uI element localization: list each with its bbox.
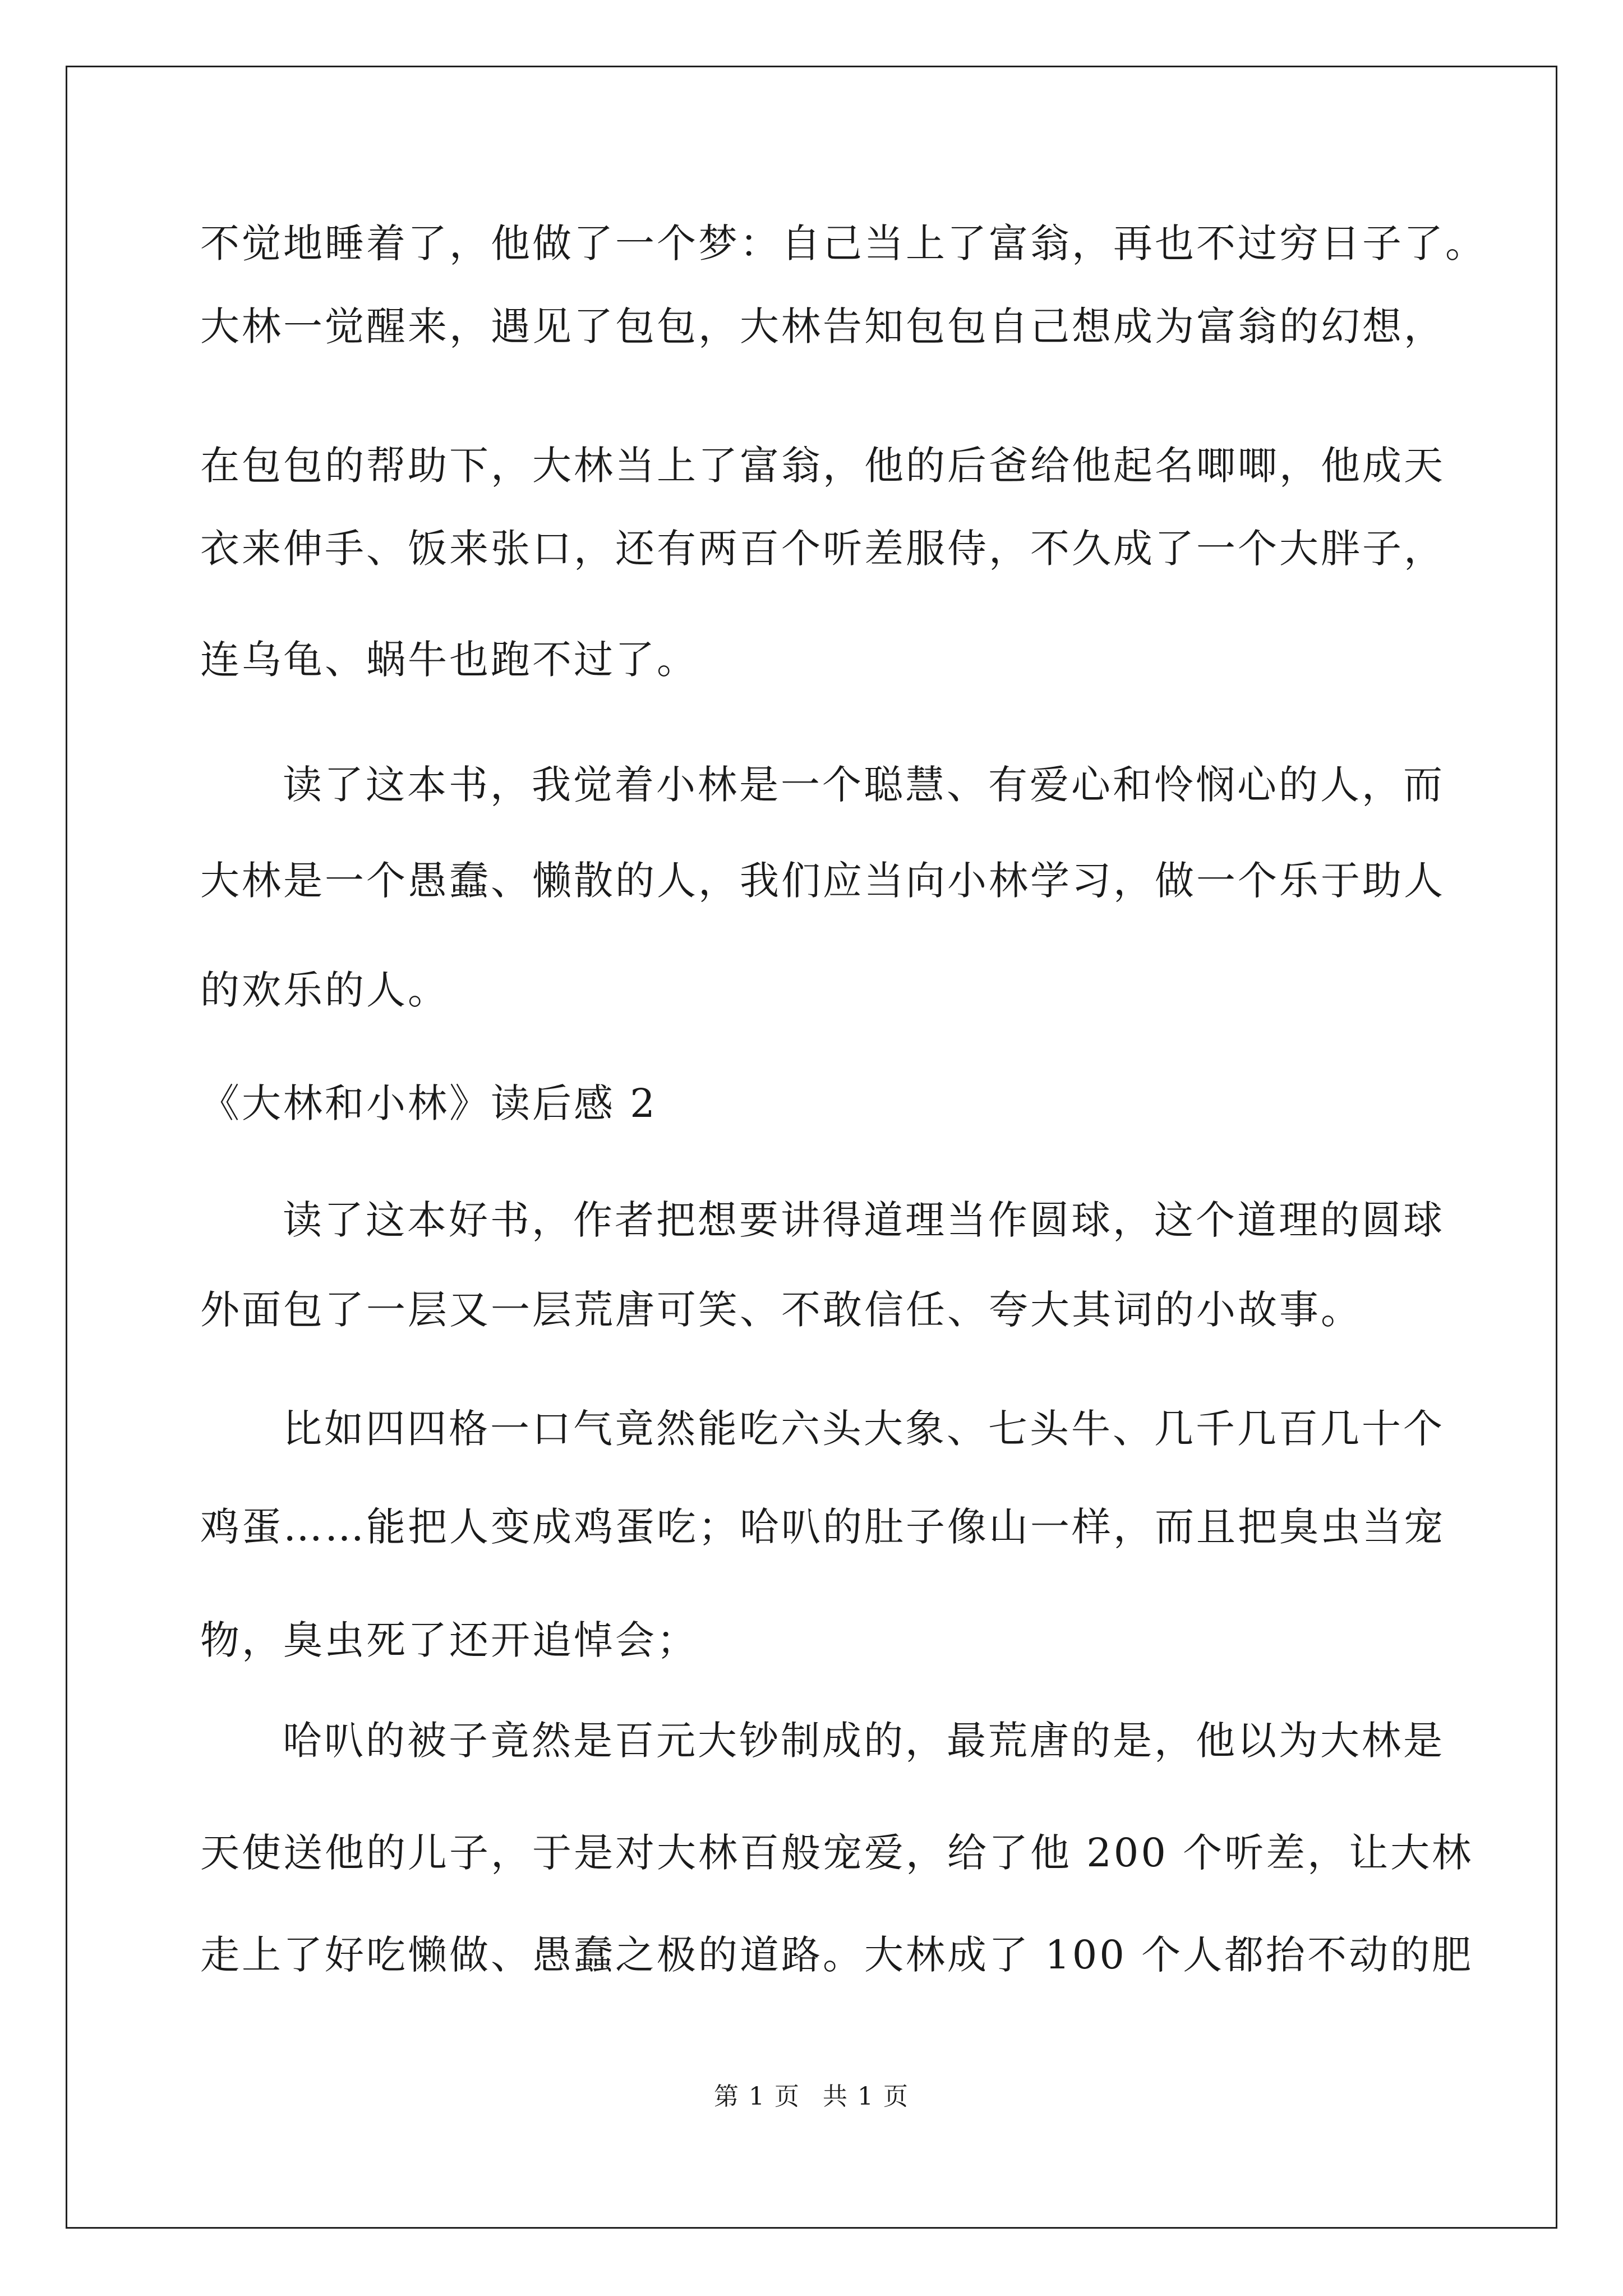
body-text-line: 外面包了一层又一层荒唐可笑、不敢信任、夸大其词的小故事。 <box>200 1287 1362 1333</box>
body-text-line: 物，臭虫死了还开追悼会； <box>200 1617 698 1663</box>
body-text-line: 连乌龟、蜗牛也跑不过了。 <box>200 637 698 683</box>
page-number-total: 共 1 页 <box>823 2082 909 2111</box>
body-text-line: 读了这本好书，作者把想要讲得道理当作圆球，这个道理的圆球 <box>283 1197 1445 1243</box>
body-text-line: 在包包的帮助下，大林当上了富翁，他的后爸给他起名唧唧，他成天 <box>200 443 1445 489</box>
body-text-line: 哈叭的被子竟然是百元大钞制成的，最荒唐的是，他以为大林是 <box>283 1718 1445 1764</box>
body-text-line: 不觉地睡着了，他做了一个梦：自己当上了富翁，再也不过穷日子了。 <box>200 220 1487 266</box>
page-number-current: 第 1 页 <box>714 2082 800 2111</box>
body-text-line: 天使送他的儿子，于是对大林百般宠爱，给了他 200 个听差，让大林 <box>200 1830 1474 1876</box>
page-footer <box>0 2080 1623 2114</box>
body-text-line: 比如四四格一口气竟然能吃六头大象、七头牛、几千几百几十个 <box>283 1406 1445 1452</box>
body-text-line: 大林是一个愚蠢、懒散的人，我们应当向小林学习，做一个乐于助人 <box>200 858 1445 904</box>
page-border <box>66 66 1557 2229</box>
body-text-line: 读了这本书，我觉着小林是一个聪慧、有爱心和怜悯心的人，而 <box>283 762 1445 808</box>
body-text-line: 的欢乐的人。 <box>200 967 449 1013</box>
body-text-line: 衣来伸手、饭来张口，还有两百个听差服侍，不久成了一个大胖子， <box>200 526 1445 572</box>
body-text-line: 鸡蛋……能把人变成鸡蛋吃；哈叭的肚子像山一样，而且把臭虫当宠 <box>200 1504 1445 1550</box>
body-text-line: 大林一觉醒来，遇见了包包，大林告知包包自己想成为富翁的幻想， <box>200 303 1445 349</box>
body-text-line: 走上了好吃懒做、愚蠢之极的道路。大林成了 100 个人都抬不动的肥 <box>200 1932 1474 1978</box>
section-heading: 《大林和小林》读后感 2 <box>200 1080 657 1126</box>
